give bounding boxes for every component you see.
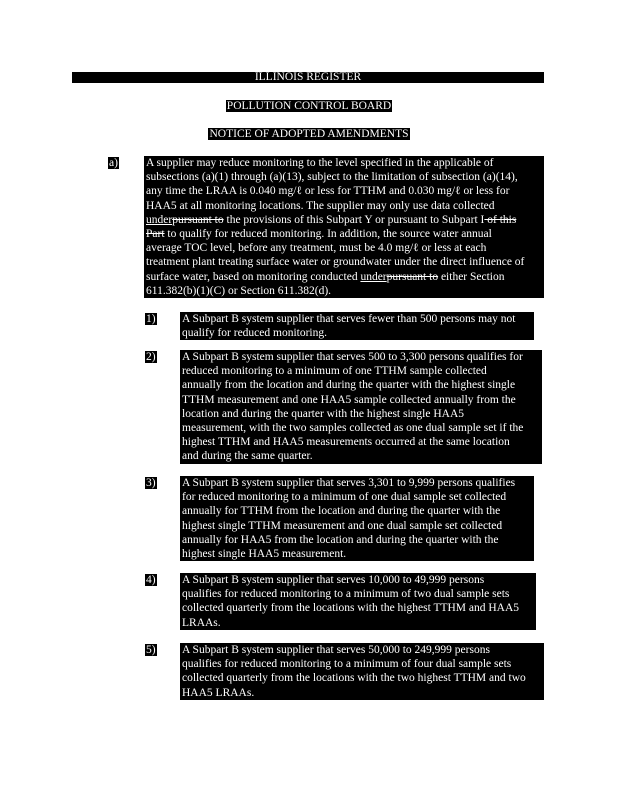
paragraph-a-line-9 [146, 270, 542, 284]
paragraph-a-line-2: subsections (a)(1) through (a)(13), subject to the limitation of subsection (a)(14), [146, 171, 518, 184]
item-2-line-8: and during the same quarter. [182, 450, 313, 463]
item-2-line-6: measurement, with the two samples collected as one dual sample set if the [182, 422, 524, 435]
underlined-under-1: under [146, 213, 173, 226]
paragraph-a-line-8: treatment plant treating surface water or groundwater under the direct influence of [146, 256, 525, 269]
item-2-line-4: TTHM measurement and one HAA5 sample collected annually from the [182, 393, 516, 406]
item-5-line-3: collected quarterly from the locations with the two highest TTHM and two [182, 672, 526, 685]
item-2-label [145, 350, 157, 364]
register-title: ILLINOIS REGISTER [254, 71, 362, 83]
item-4-label-text: 4) [146, 574, 156, 586]
item-1-line-1: A Subpart B system supplier that serves fewer than 500 persons may not [182, 313, 516, 325]
struck-of-this: of this [484, 213, 517, 226]
item-3-label [145, 476, 157, 490]
paragraph-a-line-5-mid: the provisions of this Subpart Y or pursuant to Subpart I [223, 213, 485, 226]
item-1-body [180, 312, 534, 340]
paragraph-a-line-9-rest: either Section [438, 270, 505, 283]
paragraph-a-label-text: a) [109, 157, 118, 169]
paragraph-a-line-4: HAA5 at all monitoring locations. The supplier may only use data collected [146, 199, 495, 212]
notice-title-text: NOTICE OF ADOPTED AMENDMENTS [209, 128, 409, 140]
paragraph-a-line-9-start: surface water, based on monitoring conducted [146, 270, 358, 283]
item-4-line-3: collected quarterly from the locations with the highest TTHM and HAA5 [182, 602, 520, 615]
struck-part: Part [146, 228, 165, 241]
item-1-label-text: 1) [146, 313, 156, 325]
paragraph-a-line-7: average TOC level, before any treatment, must be 4.0 mg/ℓ or less at each [146, 242, 487, 255]
paragraph-a-body [144, 156, 544, 298]
item-1-label [145, 312, 157, 326]
item-2-line-3: annually from the location and during the quarter with the highest single [182, 379, 516, 392]
paragraph-a-line-5 [146, 213, 542, 227]
item-4-line-4: LRAAs. [182, 616, 221, 629]
item-3-line-2: for reduced monitoring to a minimum of one dual sample set collected [182, 491, 507, 504]
item-5-body [180, 643, 544, 700]
item-5-line-4: HAA5 LRAAs. [182, 686, 255, 699]
paragraph-a-line-1: A supplier may reduce monitoring to the level specified in the applicable of [146, 157, 494, 169]
item-2-line-5: location and during the quarter with the highest single HAA5 [182, 407, 465, 420]
item-4-line-1: A Subpart B system supplier that serves 10,000 to 49,999 persons [182, 574, 485, 586]
item-3-line-4: highest single TTHM measurement and one dual sample set collected [182, 519, 503, 532]
item-4-label [145, 573, 157, 587]
underlined-under-2: under [360, 270, 387, 283]
board-title [0, 99, 618, 113]
struck-pursuant-to-2: pursuant to [386, 270, 439, 283]
item-3-line-6: highest single HAA5 measurement. [182, 548, 347, 561]
paragraph-a-label [108, 156, 119, 170]
paragraph-a-line-10: 611.382(b)(1)(C) or Section 611.382(d). [146, 284, 332, 297]
item-2-body [180, 350, 542, 464]
paragraph-a-line-3: any time the LRAA is 0.040 mg/ℓ or less for TTHM and 0.030 mg/ℓ or less for [146, 185, 510, 198]
item-3-line-5: annually for HAA5 from the location and during the quarter with the [182, 533, 499, 546]
item-2-label-text: 2) [146, 351, 156, 363]
struck-pursuant-to-1: pursuant to [172, 213, 224, 226]
item-1-line-2: qualify for reduced monitoring. [182, 327, 327, 340]
paragraph-a-line-6 [146, 227, 542, 241]
board-title-text: POLLUTION CONTROL BOARD [226, 100, 392, 112]
notice-title [0, 127, 618, 141]
item-4-body [180, 573, 536, 630]
item-5-line-2: qualifies for reduced monitoring to a minimum of four dual sample sets [182, 658, 512, 671]
item-2-line-2: reduced monitoring to a minimum of one TTHM sample collected [182, 365, 487, 378]
paragraph-a-line-6-rest: to qualify for reduced monitoring. In addition, the source water annual [167, 228, 492, 241]
item-5-label-text: 5) [146, 644, 156, 656]
item-2-line-7: highest TTHM and HAA5 measurements occurred at the same location [182, 436, 510, 449]
item-3-line-1: A Subpart B system supplier that serves 3,301 to 9,999 persons qualifies [182, 477, 516, 489]
item-3-body [180, 476, 534, 561]
item-2-line-1: A Subpart B system supplier that serves 500 to 3,300 persons qualifies for [182, 351, 523, 363]
item-3-line-3: annually for TTHM from the location and during the quarter with the [182, 505, 501, 518]
item-4-line-2: qualifies for reduced monitoring to a minimum of two dual sample sets [182, 588, 510, 601]
item-3-label-text: 3) [146, 477, 156, 489]
item-5-line-1: A Subpart B system supplier that serves 50,000 to 249,999 persons [182, 644, 490, 656]
item-5-label [145, 643, 157, 657]
